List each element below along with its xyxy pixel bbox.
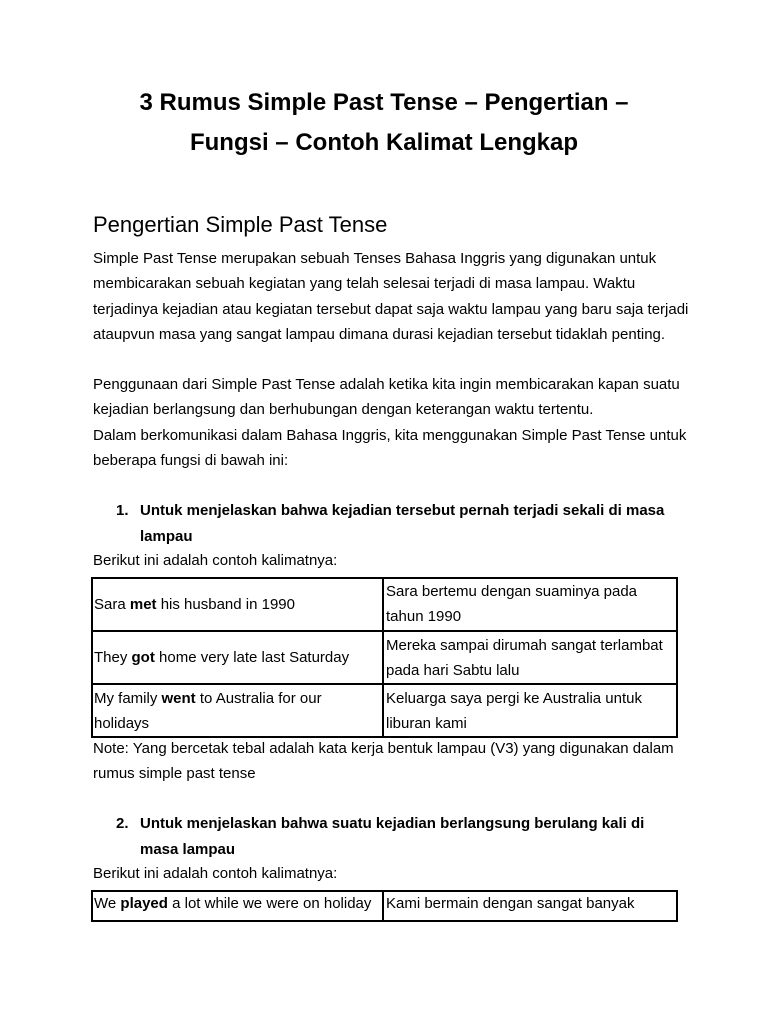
past-verb: got [131, 649, 155, 666]
function-2-heading: Untuk menjelaskan bahwa suatu kejadian berlangsung berulang kali di masa lampau [140, 815, 645, 858]
indonesian-translation: Kami bermain dengan sangat banyak [383, 891, 677, 921]
function-2-item [116, 811, 676, 863]
document-title [60, 83, 708, 163]
title-line-1: 3 Rumus Simple Past Tense – Pengertian – [139, 89, 629, 116]
table-row [92, 578, 677, 631]
past-verb: met [129, 595, 157, 613]
section-heading: Pengertian Simple Past Tense [93, 212, 388, 237]
intro-paragraph-1: Simple Past Tense merupakan sebuah Tenses Bahasa Inggris yang digunakan untuk membicarakan sebuah kegiatan yang telah selesai terjadi di masa lampau. Waktu terjadinya kejadian atau kegiatan tersebut dapat saja waktu lampau yang baru saja terjadi ataupvun masa yang sangat lampau dimana durasi kejadian tersebut tidaklah penting. [93, 250, 689, 343]
indonesian-translation: Keluarga saya pergi ke Australia untuk liburan kami [383, 684, 677, 737]
intro-paragraph-2: Penggunaan dari Simple Past Tense adalah ketika kita ingin membicarakan kapan suatu kejadian berlangsung dan berhubungan dengan keterangan waktu tertentu. [93, 376, 680, 419]
table-row [92, 684, 677, 737]
table-row [92, 631, 677, 684]
past-verb: played [120, 895, 168, 912]
function-2-example-table [91, 890, 678, 922]
past-verb: went [161, 690, 196, 707]
function-1-example-intro: Berikut ini adalah contoh kalimatnya: [93, 552, 338, 569]
table-row [92, 891, 677, 921]
function-1-heading: Untuk menjelaskan bahwa kejadian tersebut pernah terjadi sekali di masa lampau [140, 502, 665, 545]
function-1-note: Note: Yang bercetak tebal adalah kata kerja bentuk lampau (V3) yang digunakan dalam rumus simple past tense [93, 740, 674, 783]
function-2-example-intro: Berikut ini adalah contoh kalimatnya: [93, 865, 338, 882]
title-line-2: Fungsi – Contoh Kalimat Lengkap [189, 129, 579, 156]
english-sentence: They got home very late last Saturday [92, 631, 383, 684]
english-sentence: Sara met his husband in 1990 [92, 578, 383, 631]
function-1-number: 1. [116, 502, 129, 519]
function-2-number: 2. [116, 815, 129, 832]
english-sentence: We played a lot while we were on holiday [92, 891, 383, 921]
intro-paragraph-3: Dalam berkomunikasi dalam Bahasa Inggris, kita menggunakan Simple Past Tense untuk beberapa fungsi di bawah ini: [93, 427, 687, 470]
english-sentence: My family went to Australia for our holidays [92, 684, 383, 737]
function-1-item [116, 498, 676, 550]
function-1-example-table [91, 577, 678, 738]
indonesian-translation: Mereka sampai dirumah sangat terlambat pada hari Sabtu lalu [383, 631, 677, 684]
indonesian-translation: Sara bertemu dengan suaminya pada tahun 1990 [383, 578, 677, 631]
